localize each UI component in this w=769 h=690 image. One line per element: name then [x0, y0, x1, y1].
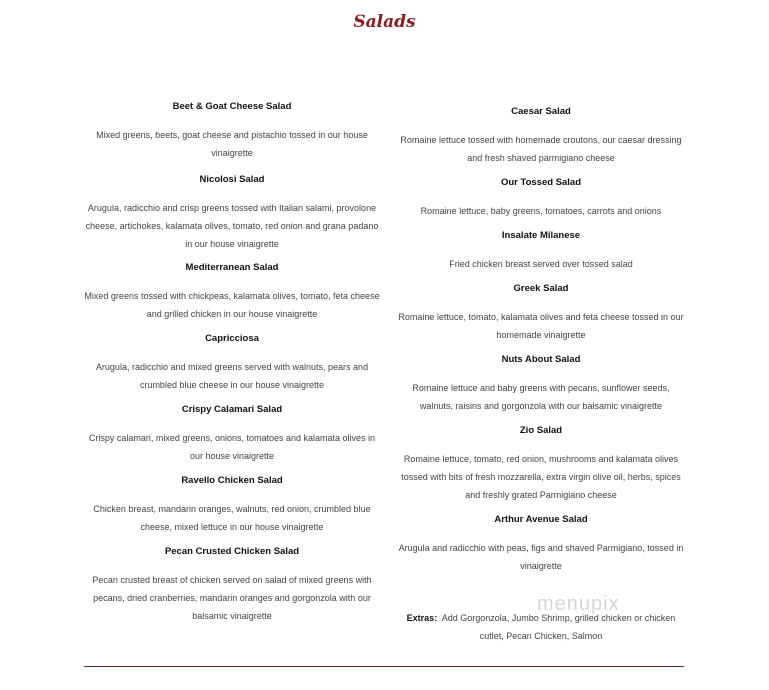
item-description: Pecan crusted breast of chicken served on salad of mixed greens with pecans, dried cranberries, mandarin oranges and gorgonzola with our balsamic vinaigrette — [92, 575, 372, 621]
extras — [395, 609, 687, 645]
item-description: Arugula, radicchio and mixed greens served with walnuts, pears and crumbled blue cheese in our house vinaigrette — [95, 362, 369, 390]
menu-item — [395, 280, 687, 344]
item-description: Arugula, radicchio and crisp greens tossed with Italian salami, provolone cheese, artichokes, kalamata olives, tomato, red onion and grana padano in our house vinaigrette — [85, 203, 379, 249]
item-description: Romaine lettuce, tomato, red onion, mushrooms and kalamata olives tossed with bits of fresh mozzarella, extra virgin olive oil, herbs, spices and freshly grated Parmigiano cheese — [401, 454, 681, 500]
menu-item — [395, 174, 687, 220]
menu-item — [84, 330, 380, 394]
item-name: Nicolosi Salad — [199, 174, 265, 185]
item-name: Zio Salad — [519, 425, 563, 436]
menu-item — [395, 511, 687, 575]
extras-text: Add Gorgonzola, Jumbo Shrimp, grilled chicken or chicken cutlet, Pecan Chicken, Salmon — [441, 613, 676, 641]
item-description: Mixed greens tossed with chickpeas, kalamata olives, tomato, feta cheese and grilled chicken in our house vinaigrette — [84, 291, 380, 319]
item-name: Capricciosa — [205, 333, 259, 344]
item-description: Crispy calamari, mixed greens, onions, tomatoes and kalamata olives in our house vinaigrette — [88, 433, 376, 461]
item-name: Mediterranean Salad — [185, 262, 279, 273]
item-name: Our Tossed Salad — [500, 177, 582, 188]
menu-item — [84, 171, 380, 253]
item-description: Arugula and radicchio with peas, figs and shaved Parmigiano, tossed in vinaigrette — [398, 543, 684, 571]
item-description: Romaine lettuce tossed with homemade croutons, our caesar dressing and fresh shaved parmigiano cheese — [400, 135, 682, 163]
item-name: Ravello Chicken Salad — [181, 475, 283, 486]
item-name: Greek Salad — [513, 283, 569, 294]
bottom-divider — [84, 666, 684, 667]
menu-item — [84, 472, 380, 536]
item-description: Chicken breast, mandarin oranges, walnuts, red onion, crumbled blue cheese, mixed lettuce in our house vinaigrette — [93, 504, 371, 532]
section-title: Salads — [353, 12, 416, 32]
menu-item — [395, 422, 687, 504]
menu-item — [395, 227, 687, 273]
menu-item — [84, 401, 380, 465]
item-description: Romaine lettuce and baby greens with pecans, sunflower seeds, walnuts, raisins and gorgonzola with our balsamic vinaigrette — [412, 383, 670, 411]
item-name: Beet & Goat Cheese Salad — [172, 101, 292, 112]
watermark: menupix — [537, 593, 620, 615]
item-description: Romaine lettuce, baby greens, tomatoes, carrots and onions — [420, 206, 662, 216]
item-name: Arthur Avenue Salad — [494, 514, 588, 525]
item-description: Fried chicken breast served over tossed salad — [449, 259, 633, 269]
item-name: Caesar Salad — [511, 106, 571, 117]
item-name: Crispy Calamari Salad — [181, 404, 283, 415]
menu-item — [395, 351, 687, 415]
menu-item — [84, 543, 380, 625]
menu-item — [84, 259, 380, 323]
extras-label: Extras: — [406, 613, 438, 623]
item-name: Pecan Crusted Chicken Salad — [164, 546, 300, 557]
item-description: Romaine lettuce, tomato, kalamata olives and feta cheese tossed in our homemade vinaigrette — [398, 312, 684, 340]
item-description: Mixed greens, beets, goat cheese and pistachio tossed in our house vinaigrette — [96, 130, 368, 158]
menu-item — [395, 103, 687, 167]
item-name: Insalate Milanese — [501, 230, 581, 241]
item-name: Nuts About Salad — [501, 354, 581, 365]
menu-item — [84, 98, 380, 162]
